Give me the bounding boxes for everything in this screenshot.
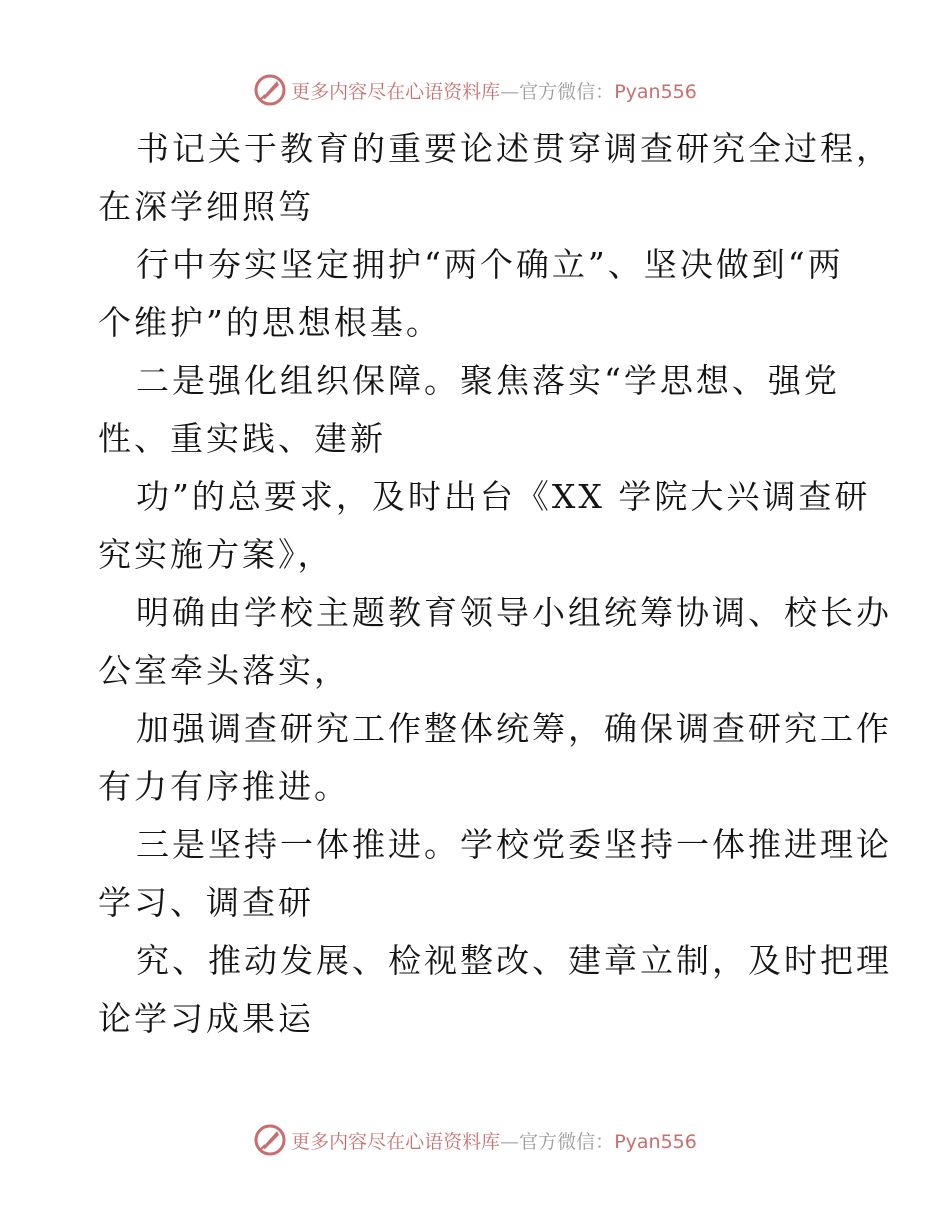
text-line: 加强调查研究工作整体统筹，确保调查研究工作 [136, 709, 892, 748]
watermark-label: 官方微信： [519, 80, 615, 103]
text-line: 论学习成果运 [98, 999, 314, 1038]
watermark-brand: 更多内容尽在心语资料库 [291, 1130, 501, 1153]
text-line: 二是强化组织保障。聚焦落实“学思想、强党 [136, 361, 840, 400]
text-line: 究实施方案》， [98, 535, 334, 574]
text-line: 究、推动发展、检视整改、建章立制，及时把理 [136, 941, 892, 980]
text-line: 明确由学校主题教育领导小组统筹协调、校长办 [136, 593, 892, 632]
watermark-text [291, 1127, 697, 1154]
watermark-text [291, 77, 697, 104]
watermark-dash: — [500, 80, 520, 103]
document-body [98, 120, 892, 1048]
text-line: 性、重实践、建新 [98, 419, 386, 458]
text-line: 有力有序推进。 [98, 767, 350, 806]
text-line: 功”的总要求，及时出台《XX 学院大兴调查研 [136, 477, 871, 516]
feather-logo-icon [253, 73, 287, 107]
text-line: 学习、调查研 [98, 883, 314, 922]
text-line: 在深学细照笃 [98, 187, 314, 226]
watermark-label: 官方微信： [519, 1130, 615, 1153]
footer-watermark [0, 1120, 950, 1160]
feather-logo-icon [253, 1123, 287, 1157]
watermark-dash: — [500, 1130, 520, 1153]
text-line: 公室牵头落实， [98, 651, 350, 690]
watermark-id: Pyan556 [614, 80, 697, 103]
text-line: 书记关于教育的重要论述贯穿调查研究全过程， [136, 129, 892, 168]
text-line: 三是坚持一体推进。学校党委坚持一体推进理论 [136, 825, 892, 864]
text-line: 个维护”的思想根基。 [98, 303, 442, 342]
watermark-brand: 更多内容尽在心语资料库 [291, 80, 501, 103]
watermark-id: Pyan556 [614, 1130, 697, 1153]
text-line: 行中夯实坚定拥护“两个确立”、坚决做到“两 [136, 245, 844, 284]
header-watermark [0, 70, 950, 110]
